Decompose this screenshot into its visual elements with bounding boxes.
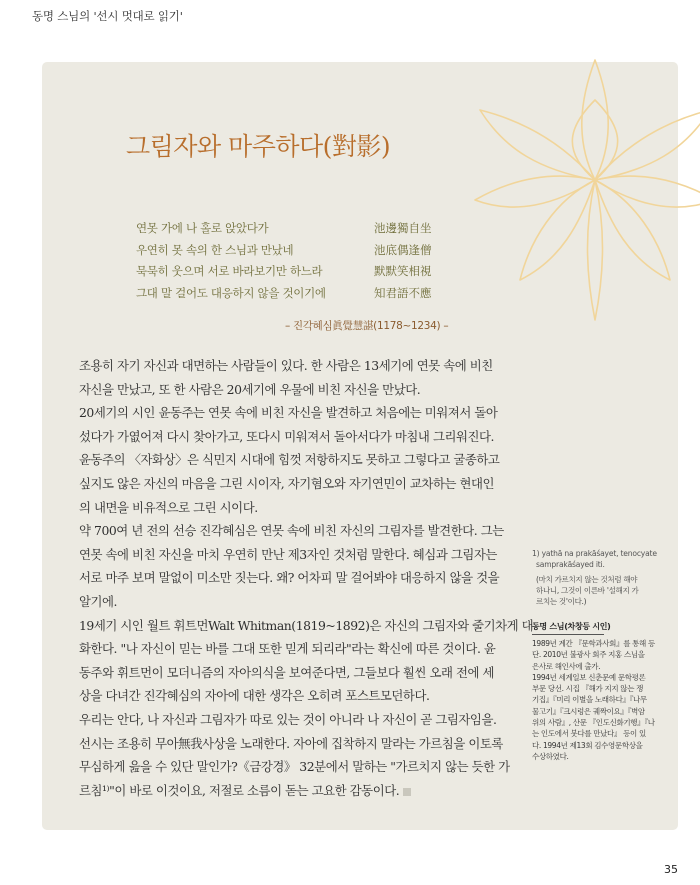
body-line: 싶지도 않은 자신의 마음을 그린 시이자, 자기혐오와 자기연민이 교차하는 현대인: [79, 475, 495, 491]
poem-hanja: 池底偶逢僧: [374, 242, 432, 257]
bio-line: 기집』『미리 이별을 노래하다』『나무: [532, 695, 647, 705]
bio-line: 수상하였다.: [532, 751, 569, 761]
footnote-line: 르치는 것'이다.): [536, 597, 587, 606]
article-title: 그림자와 마주하다(對影): [126, 132, 391, 161]
body-line: 우리는 안다, 나 자신과 그림자가 따로 있는 것이 아니라 나 자신이 곧 그림자임을.: [79, 711, 497, 727]
body-line: 20세기의 시인 윤동주는 연못 속에 비친 자신을 발견하고 처음에는 미워져서 돌아: [79, 405, 498, 421]
author-bio: [532, 638, 667, 762]
footnote-line: (마치 가르치지 않는 것처럼 해야: [536, 575, 638, 584]
body-line: 의 내면을 비유적으로 그린 시이다.: [79, 499, 258, 515]
body-line: 연못 속에 비친 자신을 마치 우연히 만난 제3자인 것처럼 말한다. 혜심과 그림자는: [79, 546, 497, 562]
lotus-flower-icon: [470, 40, 700, 370]
body-line: 섰다가 가엾어져 다시 찾아가고, 또다시 미워져서 돌아서다가 마침내 그리워진다.: [79, 428, 495, 444]
poem-korean: 우연히 못 속의 한 스님과 만났네: [136, 242, 294, 257]
end-mark-icon: [403, 788, 411, 796]
body-line: 윤동주의 〈자화상〉은 식민지 시대에 힘껏 저항하지도 못하고 그렇다고 굴종하고: [79, 452, 500, 468]
bio-line: 물고기』『크시렁은 궤짝이요』『벽암: [532, 706, 645, 716]
poem-hanja: 知君語不應: [374, 285, 432, 300]
poem-attribution: – 진각혜심眞覺慧諶(1178~1234) –: [285, 320, 449, 332]
footnote-note: [532, 574, 667, 607]
bio-line: 단. 2010년 불광사 회주 지홍 스님을: [532, 650, 645, 660]
body-line: 알기에.: [79, 593, 118, 609]
poem-korean: 연못 가에 나 홀로 앉았다가: [136, 221, 269, 235]
running-header: 동명 스님의 '선시 멋대로 읽기': [32, 9, 183, 23]
body-line: 화한다. "나 자신이 믿는 바를 그대 또한 믿게 되리라"라는 확신에 따른 것이다. 윤: [79, 641, 496, 657]
poem-line: [136, 285, 436, 307]
poem-korean: 묵묵히 웃으며 서로 바라보기만 하느라: [136, 264, 323, 278]
footnote-sub: samprakāśayed iti.: [536, 560, 605, 569]
footnote-line: 하나니, 그것이 이른바 '설해지 가: [536, 586, 639, 595]
body-line: 동주와 휘트먼이 모더니즘의 자아의식을 보여준다면, 그들보다 훨씬 오래 전에 세: [79, 664, 495, 680]
page-number: 35: [664, 863, 678, 876]
poem-hanja: 默默笑相視: [374, 264, 432, 278]
body-line: 약 700여 년 전의 선승 진각혜심은 연못 속에 비친 자신의 그림자를 발견한다. 그는: [79, 523, 504, 539]
body-line: 선시는 조용히 무아無我사상을 노래한다. 자아에 집착하지 말라는 가르침을 이토록: [79, 735, 503, 751]
body-line-last: [79, 779, 511, 803]
bio-line: 은사로 해인사에 출가.: [532, 661, 601, 671]
bio-line: 부문 당선. 시집 『해가 지지 않는 쟁: [532, 684, 644, 694]
body-line: 자신을 만났고, 또 한 사람은 20세기에 우물에 비친 자신을 만났다.: [79, 381, 421, 397]
poem-line: [136, 263, 436, 285]
bio-line: 1989년 계간 『문학과사회』를 통해 등: [532, 639, 655, 648]
body-line: 서로 마주 보며 말없이 미소만 짓는다. 왜? 어차피 말 걸어봐야 대응하지 않을 것을: [79, 570, 500, 586]
poem-hanja: 池邊獨自坐: [374, 221, 432, 235]
bio-line: 다. 1994년 제13회 김수영문학상을: [532, 740, 643, 750]
body-line: 19세기 시인 월트 휘트먼Walt Whitman(1819~1892)은 자신의 그림자와 줄기차게 대: [79, 617, 534, 633]
body-line: 상을 다녀간 진각혜심의 자아에 대한 생각은 오히려 포스트모던하다.: [79, 688, 430, 704]
body-line: 무심하게 읊을 수 있단 말인가?《금강경》 32분에서 말하는 "가르치지 않는 듯한 가: [79, 759, 510, 775]
bio-line: 는 인도에서 붓다를 만났다』 등이 있: [532, 729, 646, 739]
poem: [136, 220, 436, 306]
poem-line: [136, 220, 436, 242]
poem-korean: 그대 말 걸어도 대응하지 않을 것이기에: [136, 285, 326, 300]
poem-line: [136, 242, 436, 264]
article-body: [79, 354, 534, 802]
footnote-head: 1) yathā na prakāśayet, tenocyate: [532, 549, 657, 558]
author-bio-title: 동명 스님(차창등 시인): [532, 621, 604, 635]
body-line: 조용히 자기 자신과 대면하는 사람들이 있다. 한 사람은 13세기에 연못 속에 비친: [79, 358, 493, 373]
bio-line: 1994년 세계일보 신춘문예 문학평론: [532, 672, 646, 682]
sidebar: [532, 548, 667, 762]
bio-line: 위의 사람』, 산문 『인도신화기행』『나: [532, 718, 655, 728]
body-last-text: 르침¹⁾"이 바로 이것이요, 저절로 소름이 돋는 고요한 감동이다.: [79, 782, 400, 798]
